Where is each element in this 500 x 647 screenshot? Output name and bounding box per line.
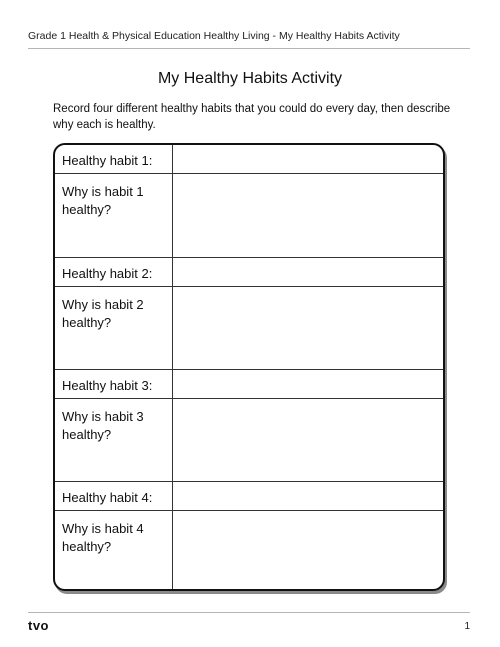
page-title: My Healthy Habits Activity	[157, 70, 343, 87]
habits-table	[53, 143, 445, 591]
why-2-label: Why is habit 2 healthy?	[62, 297, 144, 330]
table-row-why-4	[55, 510, 443, 590]
habit-1-label: Healthy habit 1:	[62, 153, 153, 168]
instructions-text: Record four different healthy habits that you could do every day, then describe why each is healthy.	[53, 103, 451, 131]
habit-1-answer[interactable]	[174, 145, 443, 173]
habit-3-label: Healthy habit 3:	[62, 378, 153, 393]
why-1-label: Why is habit 1 healthy?	[62, 184, 144, 217]
why-3-label: Why is habit 3 healthy?	[62, 409, 144, 442]
habit-2-answer[interactable]	[174, 258, 443, 287]
table-row-habit-1	[55, 145, 443, 173]
habit-4-answer[interactable]	[174, 482, 443, 511]
why-1-answer[interactable]	[174, 174, 443, 258]
why-4-answer[interactable]	[174, 511, 443, 590]
table-row-habit-4	[55, 481, 443, 511]
table-row-why-3	[55, 398, 443, 482]
table-row-habit-2	[55, 257, 443, 287]
why-3-answer[interactable]	[174, 399, 443, 482]
table-row-why-2	[55, 286, 443, 370]
why-4-label: Why is habit 4 healthy?	[62, 521, 144, 554]
footer-divider	[28, 612, 470, 613]
table-row-why-1	[55, 173, 443, 258]
habit-2-label: Healthy habit 2:	[62, 266, 153, 281]
why-2-answer[interactable]	[174, 287, 443, 370]
habit-3-answer[interactable]	[174, 370, 443, 399]
page-number: 1	[464, 621, 470, 632]
tvo-logo: tvo	[28, 618, 49, 633]
header-divider	[28, 48, 470, 49]
table-row-habit-3	[55, 369, 443, 399]
breadcrumb: Grade 1 Health & Physical Education Healthy Living - My Healthy Habits Activity	[28, 30, 400, 42]
habit-4-label: Healthy habit 4:	[62, 490, 153, 505]
